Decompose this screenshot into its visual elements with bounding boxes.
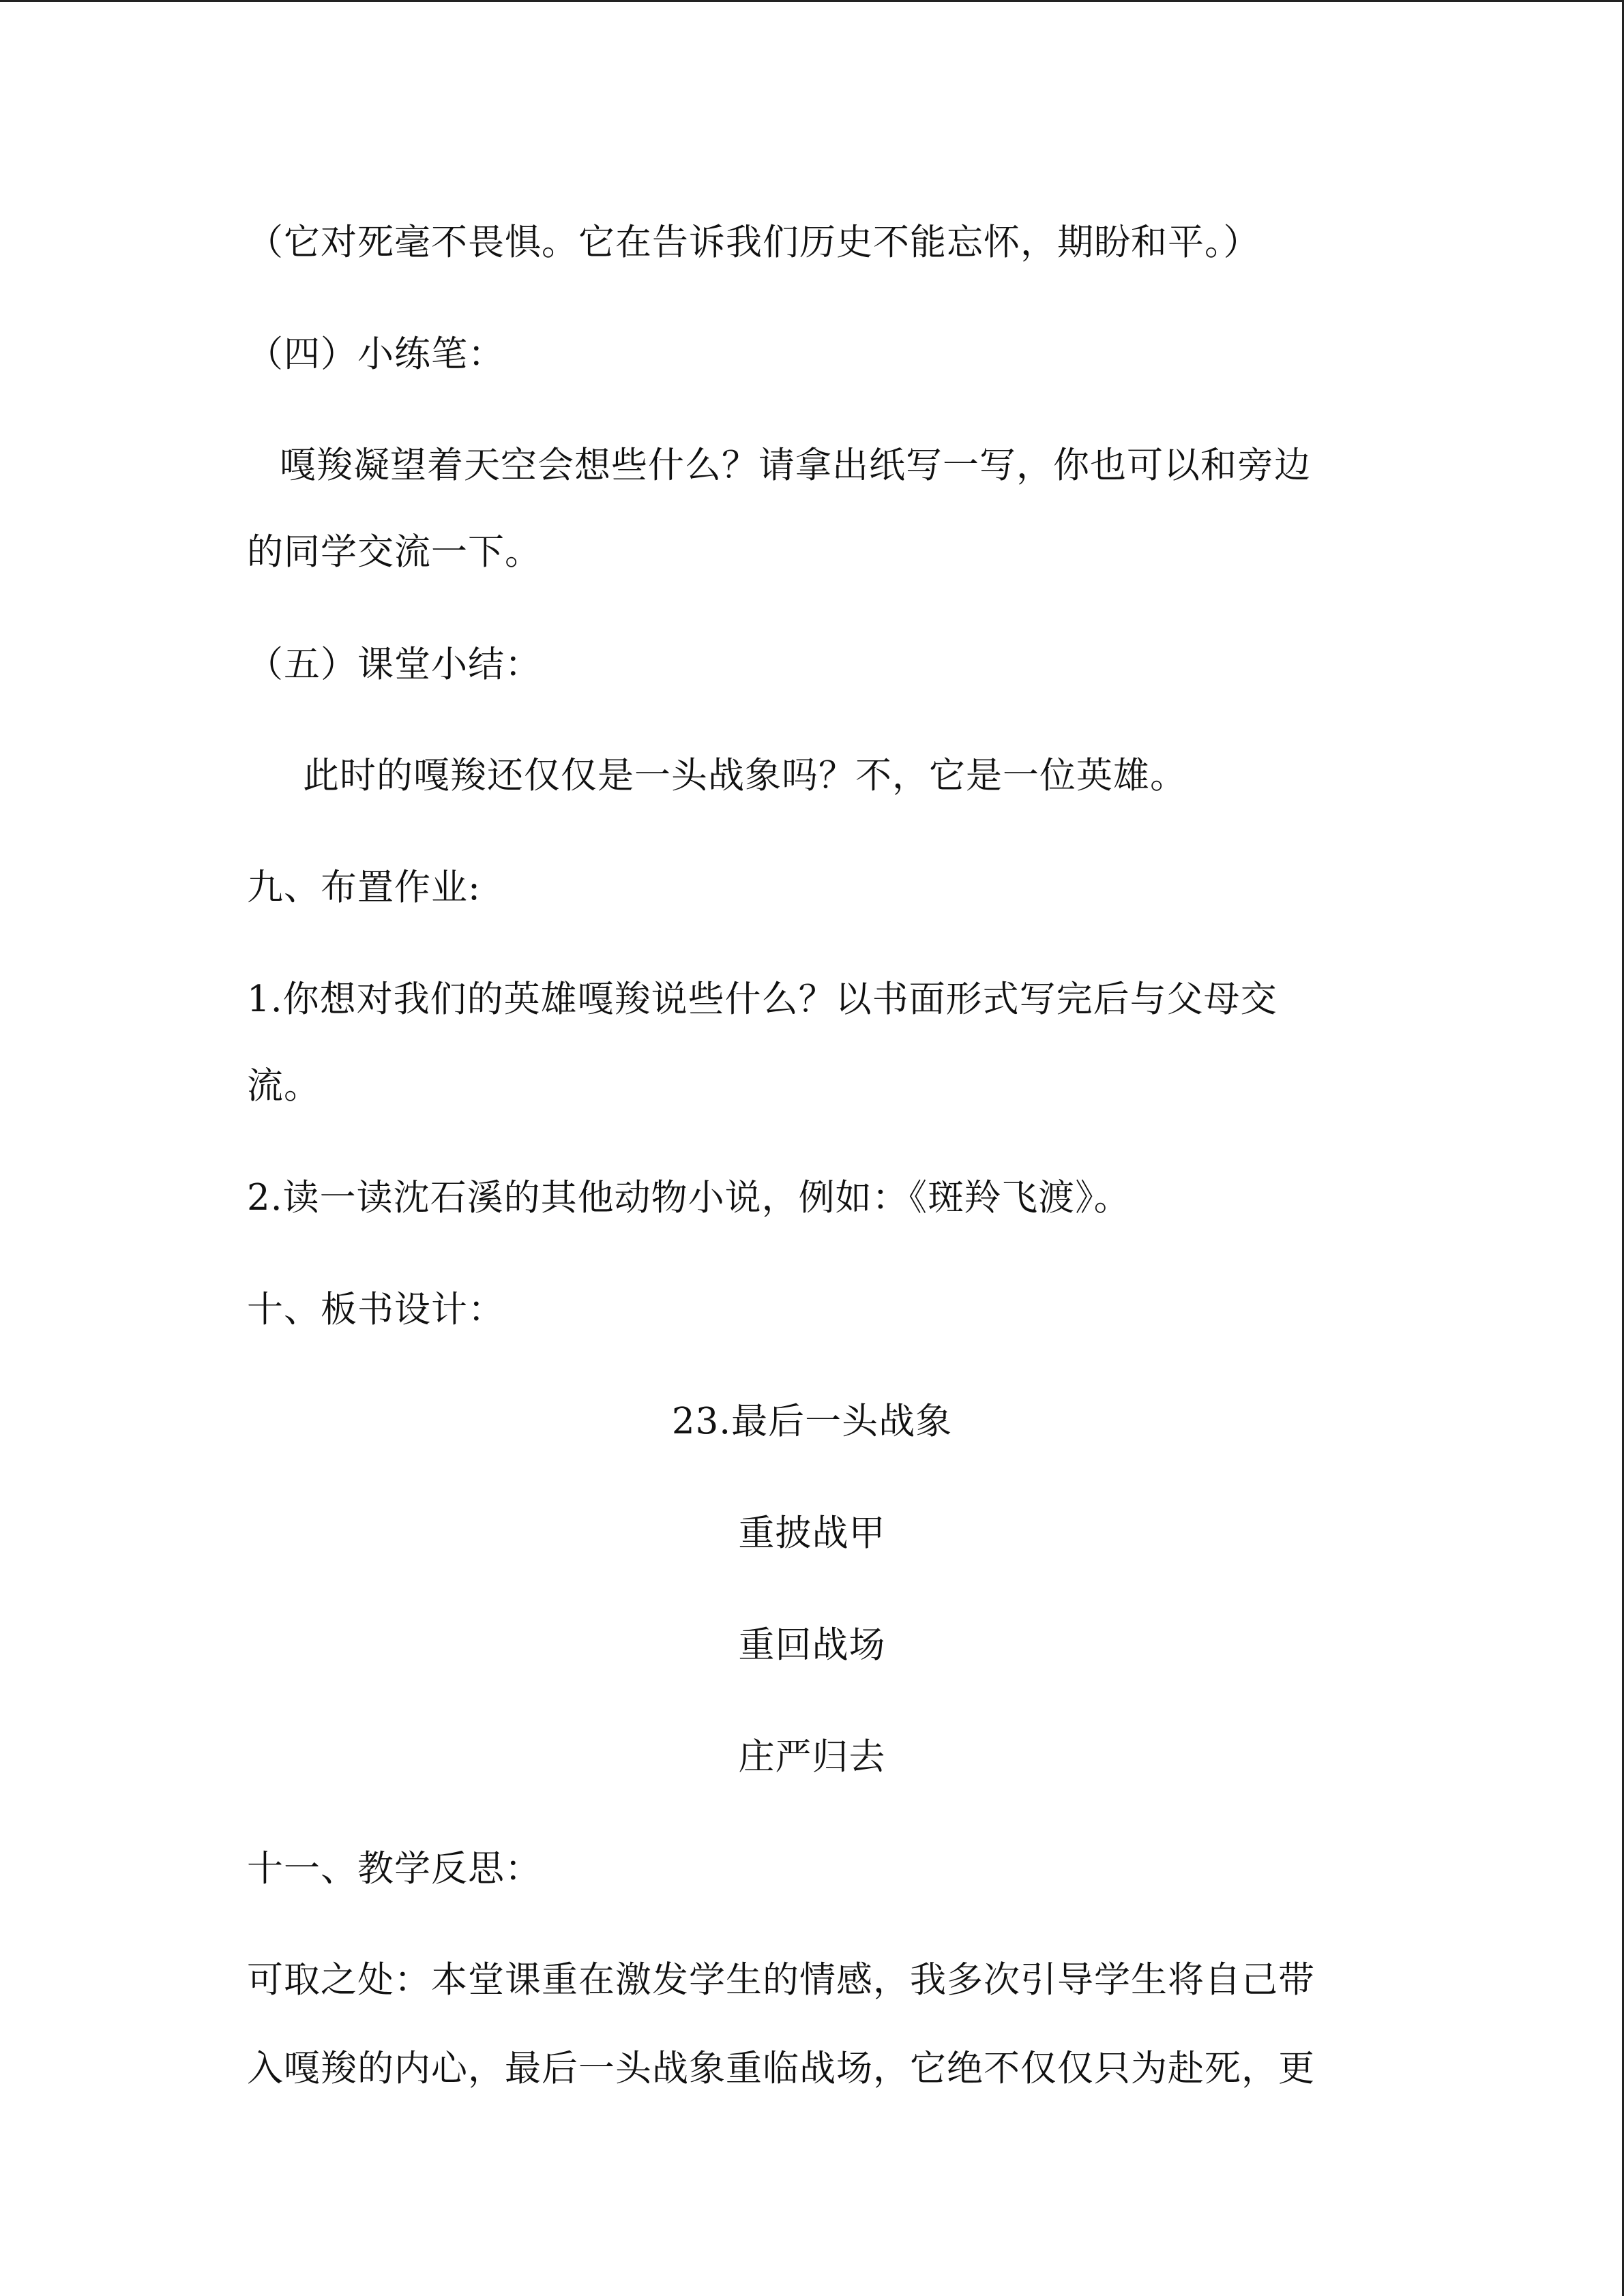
reflection-line-2: 入嘎羧的内心，最后一头战象重临战场，它绝不仅仅只为赴死，更 xyxy=(247,2048,1315,2089)
section-heading-homework: 九、布置作业: xyxy=(247,867,481,908)
board-point-3: 庄严归去 xyxy=(738,1736,886,1778)
section-heading-board-design: 十、板书设计： xyxy=(247,1289,505,1330)
summary-text: 此时的嘎羧还仅仅是一头战象吗？不，它是一位英雄。 xyxy=(303,755,1187,796)
practice-prompt-line-1: 嘎羧凝望着天空会想些什么？请拿出纸写一写，你也可以和旁边 xyxy=(280,445,1311,486)
answer-paragraph: （它对死毫不畏惧。它在告诉我们历史不能忘怀，期盼和平。） xyxy=(247,222,1260,263)
homework-item-1-line-1: 1.你想对我们的英雄嘎羧说些什么？以书面形式写完后与父母交 xyxy=(247,979,1278,1020)
board-title: 23.最后一头战象 xyxy=(671,1401,953,1442)
board-point-1: 重披战甲 xyxy=(738,1512,886,1554)
section-heading-practice: （四）小练笔： xyxy=(247,333,505,375)
reflection-line-1: 可取之处：本堂课重在激发学生的情感，我多次引导学生将自己带 xyxy=(247,1959,1315,2001)
board-point-2: 重回战场 xyxy=(738,1624,886,1666)
homework-item-1-line-2: 流。 xyxy=(247,1065,321,1107)
practice-prompt-line-2: 的同学交流一下。 xyxy=(247,531,542,573)
section-heading-summary: （五）课堂小结： xyxy=(247,644,542,685)
homework-item-2: 2.读一读沈石溪的其他动物小说，例如：《斑羚飞渡》。 xyxy=(247,1177,1131,1219)
section-heading-reflection: 十一、教学反思： xyxy=(247,1848,542,1890)
